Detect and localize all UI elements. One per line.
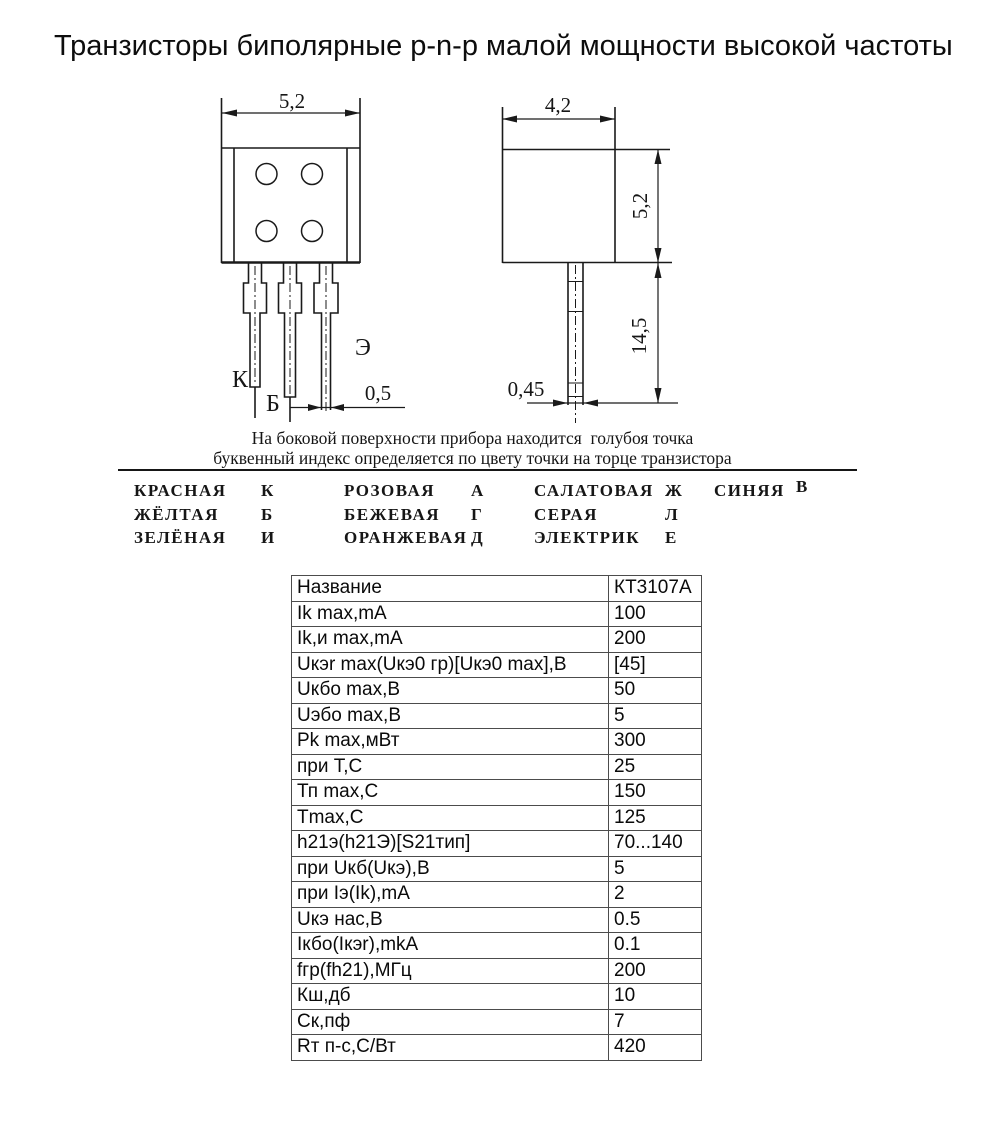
param-label: Tmax,C [292,805,609,831]
param-value: 2 [609,882,702,908]
table-row [292,576,702,602]
param-label: Ik,и max,mA [292,627,609,653]
param-value: 200 [609,627,702,653]
color-letter: Д [471,528,485,547]
color-name: ЭЛЕКТРИК [534,528,641,547]
color-letter: И [261,528,276,547]
front-view-outline [222,98,361,263]
table-row [292,831,702,857]
side-lead [568,263,583,423]
color-letter: К [261,481,275,500]
param-value: 0.1 [609,933,702,959]
side-height-dimension [655,150,662,263]
color-letter: В [796,477,809,496]
param-value: 150 [609,780,702,806]
color-name: РОЗОВАЯ [344,481,436,500]
side-lead-length-dimension [655,263,662,404]
param-value: 200 [609,958,702,984]
color-name: ЗЕЛЁНАЯ [134,528,227,547]
color-name: САЛАТОВАЯ [534,481,654,500]
front-view-dot-holes [256,164,323,242]
param-label: при Uкб(Uкэ),В [292,856,609,882]
param-label: fгр(fh21),МГц [292,958,609,984]
param-label: Uкэ нас,В [292,907,609,933]
side-height-label: 5,2 [628,192,652,220]
note-line-1: На боковой поверхности прибора находится голубоя точка [251,428,694,448]
param-value: 50 [609,678,702,704]
color-letter: Е [665,528,678,547]
color-name: ОРАНЖЕВАЯ [344,528,468,547]
param-label: Uкбо max,В [292,678,609,704]
table-row [292,601,702,627]
page-title: Транзисторы биполярные p-n-p малой мощности высокой частоты [54,30,953,62]
table-row [292,627,702,653]
param-label: Uэбо max,В [292,703,609,729]
param-value: 300 [609,729,702,755]
param-label: Кш,дб [292,984,609,1010]
horizontal-rule [118,469,857,471]
parameters-table [291,575,702,1061]
table-row [292,958,702,984]
param-label: Uкэr max(Uкэ0 гр)[Uкэ0 max],В [292,652,609,678]
param-value: 25 [609,754,702,780]
table-row [292,805,702,831]
pin-base-label: Б [266,391,280,417]
front-lead-emitter [314,263,338,413]
param-value: [45] [609,652,702,678]
table-row [292,907,702,933]
param-value: 5 [609,856,702,882]
table-row [292,652,702,678]
side-lead-length-label: 14,5 [627,317,651,355]
param-label: Rт п-с,С/Вт [292,1035,609,1061]
param-value: 0.5 [609,907,702,933]
front-lead-width-dimension [290,404,405,411]
color-name: СИНЯЯ [714,481,785,500]
table-row [292,984,702,1010]
color-name: БЕЖЕВАЯ [344,505,441,524]
param-value: 420 [609,1035,702,1061]
color-name: ЖЁЛТАЯ [134,505,219,524]
color-dot-note [95,428,850,468]
table-row [292,703,702,729]
table-row [292,780,702,806]
table-row [292,1009,702,1035]
front-lead-base [279,263,302,422]
param-value: 10 [609,984,702,1010]
param-label: Название [292,576,609,602]
table-row [292,1035,702,1061]
param-label: Ск,пф [292,1009,609,1035]
param-label: при T,C [292,754,609,780]
param-value: КТ3107А [609,576,702,602]
color-name: СЕРАЯ [534,505,598,524]
table-row [292,729,702,755]
pin-emitter-label: Э [355,335,371,361]
param-label: Тп max,C [292,780,609,806]
table-row [292,678,702,704]
param-label: при Iэ(Ik),mA [292,882,609,908]
table-row [292,882,702,908]
param-value: 100 [609,601,702,627]
param-label: Ik max,mA [292,601,609,627]
param-value: 5 [609,703,702,729]
side-view-outline [503,107,673,263]
param-value: 7 [609,1009,702,1035]
color-letter: Л [665,505,680,524]
table-row [292,754,702,780]
param-label: h21э(h21Э)[S21тип] [292,831,609,857]
note-line-2: буквенный индекс определяется по цвету точки на торце транзистора [213,448,732,468]
param-label: Iкбо(Iкэr),mkA [292,933,609,959]
front-lead-collector [244,263,267,418]
side-depth-label: 4,2 [544,93,572,117]
pin-collector-label: К [232,367,249,393]
table-row [292,856,702,882]
side-lead-thickness-dimension [527,400,678,407]
color-letter: Г [471,505,484,524]
color-letter: Ж [665,481,684,500]
front-lead-width-label: 0,5 [364,381,392,405]
param-value: 125 [609,805,702,831]
color-letter: А [471,481,485,500]
package-drawing [0,85,1000,430]
color-letter: Б [261,505,274,524]
side-lead-thickness-label: 0,45 [507,377,545,401]
front-width-label: 5,2 [278,89,306,113]
param-label: Pk max,мВт [292,729,609,755]
table-row [292,933,702,959]
color-name: КРАСНАЯ [134,481,227,500]
param-value: 70...140 [609,831,702,857]
